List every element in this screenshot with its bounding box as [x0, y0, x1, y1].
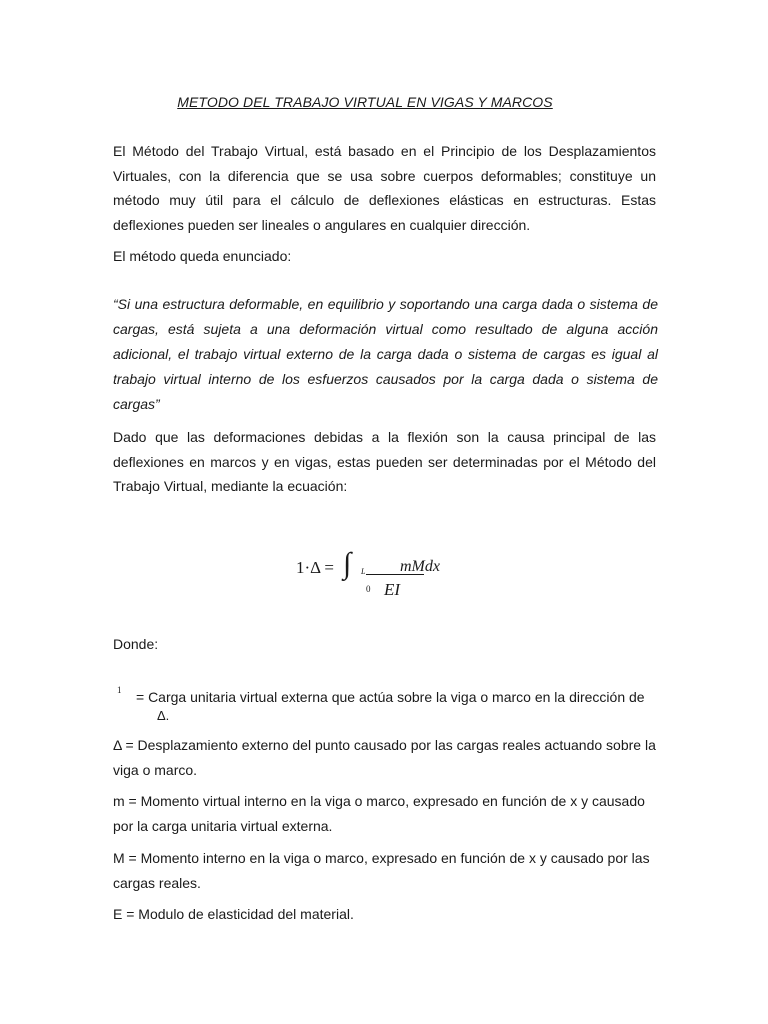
donde-label: Donde: [113, 636, 159, 652]
enunciado-label: El método queda enunciado: [113, 248, 292, 264]
equation-lhs: 1·Δ = [296, 558, 334, 577]
definition-E: E = Modulo de elasticidad del material. [113, 906, 354, 922]
principle-quote: “Si una estructura deformable, en equilibrio y soportando una carga dada o sistema de cargas, está sujeta a una deformación virtual como resultado de alguna acción adicional, el trabajo virtual externo de la carga dada o sistema de cargas es igual al trabajo virtual interno de los esfuerzos causados por la carga dada o sistema de cargas” [113, 296, 658, 412]
integral-sign: ∫ [343, 547, 352, 580]
flexion-paragraph: Dado que las deformaciones debidas a la flexión son la causa principal de las deflexiones en marcos y en vigas, estas pueden ser determinadas por el Método del Trabajo Virtual, mediante la ecuación: [113, 429, 656, 494]
equation-numerator: mMdx [400, 558, 440, 575]
definition-delta: Δ = Desplazamiento externo del punto causado por las cargas reales actuando sobre la viga o marco. [113, 737, 656, 778]
equation-denominator: EI [384, 580, 401, 599]
integral-lower-limit: 0 [366, 584, 371, 594]
definition-M: M = Momento interno en la viga o marco, expresado en función de x y causado por las cargas reales. [113, 850, 650, 891]
definition-m: m = Momento virtual interno en la viga o marco, expresado en función de x y causado por la carga unitaria virtual externa. [113, 793, 645, 834]
integral-upper-limit: L [361, 567, 366, 576]
intro-paragraph: El Método del Trabajo Virtual, está basado en el Principio de los Desplazamientos Virtuales, con la diferencia que se usa sobre cuerpos deformables; constituye un método muy útil para el cálculo de deflexiones elásticas en estructuras. Estas deflexiones pueden ser lineales o angulares en cualquier dirección. [113, 143, 656, 233]
page-title: METODO DEL TRABAJO VIRTUAL EN VIGAS Y MARCOS [177, 94, 553, 110]
definition-one: = Carga unitaria virtual externa que actúa sobre la viga o marco en la dirección de [136, 689, 645, 705]
definition-one-delta: Δ. [157, 708, 170, 723]
definition-one-symbol: 1 [117, 685, 122, 695]
